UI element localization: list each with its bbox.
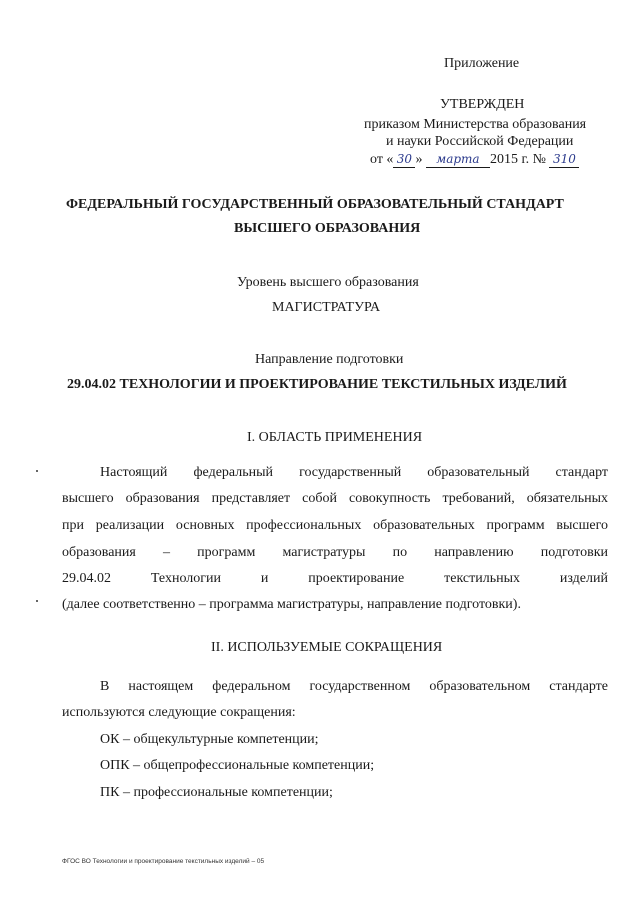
page-footer: ФГОС ВО Технологии и проектирование текстильных изделий – 05 — [62, 858, 265, 865]
abbreviation-item: ПК – профессиональные компетенции; — [100, 785, 333, 800]
section-2-heading: II. ИСПОЛЬЗУЕМЫЕ СОКРАЩЕНИЯ — [211, 640, 443, 655]
section-1-heading: I. ОБЛАСТЬ ПРИМЕНЕНИЯ — [247, 430, 423, 445]
scan-mark — [36, 600, 38, 602]
appendix-label: Приложение — [444, 56, 520, 71]
title-line-2: ВЫСШЕГО ОБРАЗОВАНИЯ — [234, 221, 421, 236]
section-1-line-3: при реализации основных профессиональных образовательных программ высшего — [62, 518, 608, 533]
direction-value: 29.04.02 ТЕХНОЛОГИИ И ПРОЕКТИРОВАНИЕ ТЕКСТИЛЬНЫХ ИЗДЕЛИЙ — [67, 377, 567, 392]
section-2-intro-line-2: используются следующие сокращения: — [62, 705, 296, 720]
level-label: Уровень высшего образования — [237, 275, 419, 290]
section-1-line-6: (далее соответственно – программа магистратуры, направление подготовки). — [62, 597, 521, 612]
section-2-intro-line-1: В настоящем федеральном государственном образовательном стандарте — [100, 679, 608, 694]
abbreviation-item: ОПК – общепрофессиональные компетенции; — [100, 758, 375, 773]
approved-label: УТВЕРЖДЕН — [440, 97, 525, 112]
date-mid: » — [415, 152, 423, 167]
date-prefix: от « — [370, 152, 394, 167]
date-day: 30 — [393, 152, 415, 168]
abbreviation-item: ОК – общекультурные компетенции; — [100, 732, 319, 747]
title-line-1: ФЕДЕРАЛЬНЫЙ ГОСУДАРСТВЕННЫЙ ОБРАЗОВАТЕЛЬНЫЙ СТАНДАРТ — [66, 197, 564, 212]
section-1-line-5: 29.04.02 Технологии и проектирование текстильных изделий — [62, 571, 608, 586]
date-year: 2015 г. № — [489, 152, 546, 167]
section-1-line-4: образования – программ магистратуры по направлению подготовки — [62, 545, 608, 560]
order-number: 310 — [549, 152, 579, 168]
order-line-2: и науки Российской Федерации — [386, 134, 574, 149]
section-1-line-1: Настоящий федеральный государственный образовательный стандарт — [100, 465, 608, 480]
direction-label: Направление подготовки — [255, 352, 404, 367]
date-month: марта — [426, 152, 490, 168]
section-1-line-2: высшего образования представляет собой совокупность требований, обязательных — [62, 491, 608, 506]
scan-mark — [36, 470, 38, 472]
order-date-line — [370, 152, 579, 168]
level-value: МАГИСТРАТУРА — [272, 300, 381, 315]
order-line-1: приказом Министерства образования — [364, 117, 587, 132]
